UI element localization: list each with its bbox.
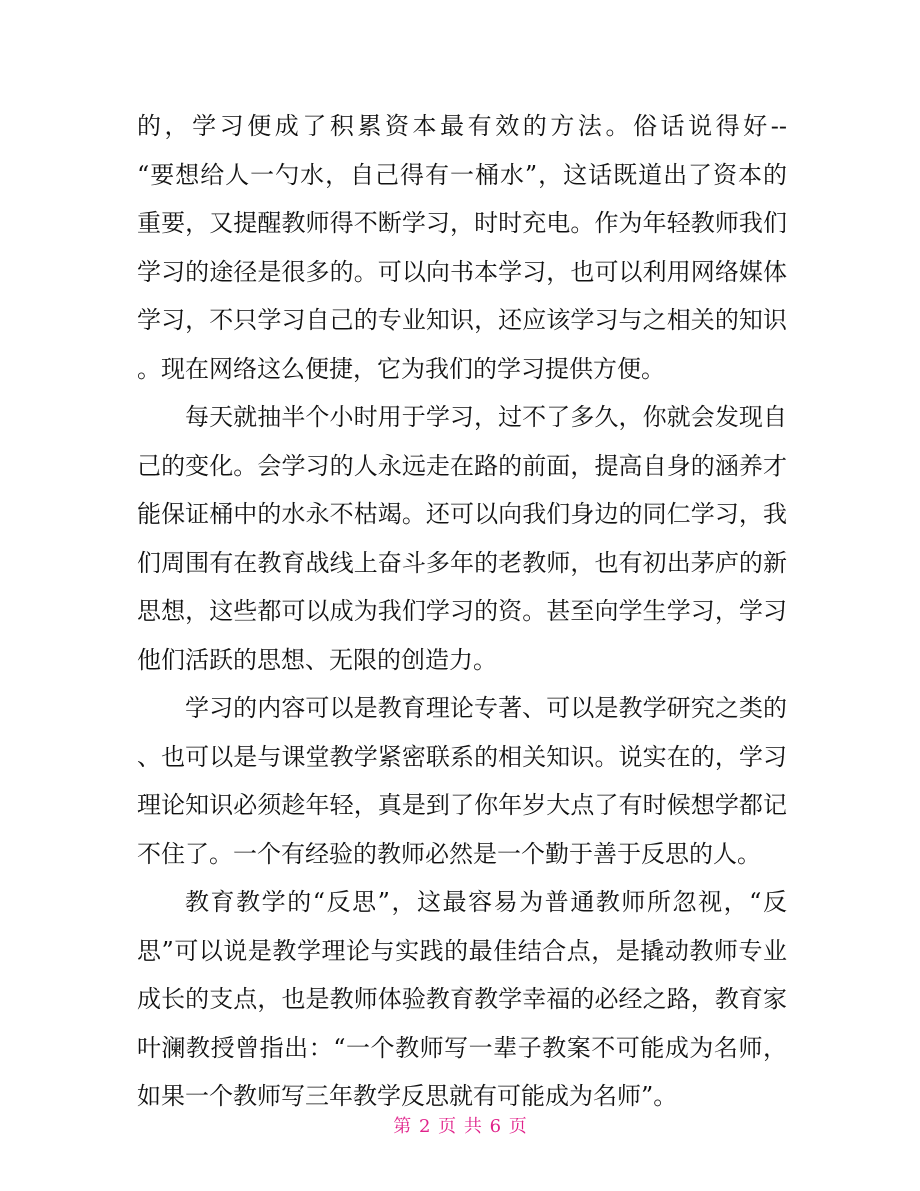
paragraph-2-line: 能保证桶中的水永不枯竭。还可以向我们身边的同仁学习，我 bbox=[137, 500, 787, 528]
paragraph-1-line: 重要，又提醒教师得不断学习，时时充电。作为年轻教师我们 bbox=[137, 209, 787, 237]
paragraph-4-line: 教育教学的“反思”，这最容易为普通教师所忽视，“反 bbox=[185, 888, 787, 916]
paragraph-2-line: 己的变化。会学习的人永远走在路的前面，提高自身的涵养才 bbox=[137, 451, 787, 480]
paragraph-4-line: 如果一个教师写三年教学反思就有可能成为名师”。 bbox=[137, 1082, 678, 1110]
paragraph-1-line: 学习，不只学习自己的专业知识，还应该学习与之相关的知识 bbox=[137, 306, 787, 334]
paragraph-1-line: 学习的途径是很多的。可以向书本学习，也可以利用网络媒体 bbox=[137, 257, 787, 286]
paragraph-1-line: 的，学习便成了积累资本最有效的方法。俗话说得好-- bbox=[137, 112, 787, 140]
paragraph-4-line: 成长的支点，也是教师体验教育教学幸福的必经之路，教育家 bbox=[137, 985, 787, 1013]
paragraph-2-line: 思想，这些都可以成为我们学习的资。甚至向学生学习，学习 bbox=[137, 597, 787, 625]
paragraph-4-line: 叶澜教授曾指出：“一个教师写一辈子教案不可能成为名师， bbox=[137, 1033, 787, 1062]
paragraph-1-line: 。现在网络这么便捷，它为我们的学习提供方便。 bbox=[137, 354, 665, 383]
paragraph-1-line: “要想给人一勺水，自己得有一桶水”，这话既道出了资本的 bbox=[137, 160, 787, 189]
paragraph-3-line: 、也可以是与课堂教学紧密联系的相关知识。说实在的，学习 bbox=[137, 742, 787, 771]
document-body bbox=[137, 102, 787, 1121]
paragraph-2-line: 每天就抽半个小时用于学习，过不了多久，你就会发现自 bbox=[185, 403, 787, 431]
page-number-footer: 第 2 页 共 6 页 bbox=[393, 1116, 527, 1137]
paragraph-3-line: 不住了。一个有经验的教师必然是一个勤于善于反思的人。 bbox=[137, 839, 761, 868]
paragraph-2-line: 们周围有在教育战线上奋斗多年的老教师，也有初出茅庐的新 bbox=[137, 548, 787, 577]
paragraph-3-line: 学习的内容可以是教育理论专著、可以是教学研究之类的 bbox=[185, 694, 787, 722]
paragraph-2-line: 他们活跃的思想、无限的创造力。 bbox=[137, 645, 497, 674]
paragraph-4-line: 思”可以说是教学理论与实践的最佳结合点，是撬动教师专业 bbox=[137, 936, 787, 965]
paragraph-3-line: 理论知识必须趁年轻，真是到了你年岁大点了有时候想学都记 bbox=[137, 791, 787, 819]
